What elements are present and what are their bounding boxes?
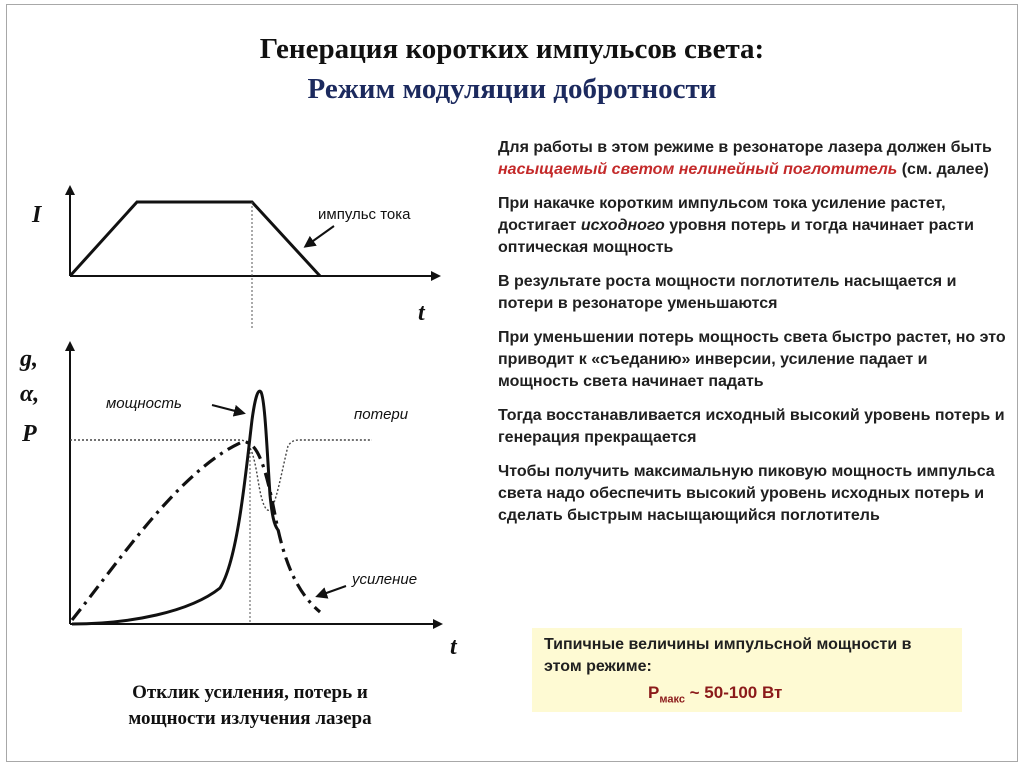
current-pulse-curve bbox=[70, 202, 320, 276]
peak-power-subscript: макс bbox=[659, 693, 685, 706]
bottom-y-label-alpha: α, bbox=[20, 381, 40, 407]
power-curve bbox=[72, 391, 278, 624]
bullet-2-text-a: При накачке коротким импульсом тока усиление растет, достигает bbox=[498, 195, 946, 234]
top-x-label: t bbox=[418, 300, 425, 326]
loss-curve bbox=[70, 440, 372, 510]
bullet-1 bbox=[498, 137, 1008, 181]
bullet-3: В результате роста мощности поглотитель насыщается и потери в резонаторе уменьшаются bbox=[498, 273, 957, 312]
power-label: мощность bbox=[106, 395, 182, 412]
bottom-x-label: t bbox=[450, 634, 457, 660]
current-pulse-label: импульс тока bbox=[318, 206, 411, 223]
peak-power-symbol: P bbox=[648, 683, 660, 702]
bullet-5: Тогда восстанавливается исходный высокий уровень потерь и генерация прекращается bbox=[498, 407, 1005, 446]
diagram-caption bbox=[70, 680, 430, 732]
bullet-4: При уменьшении потерь мощность света быстро растет, но это приводит к «съеданию» инверсии, усиление падает и мощность света начинает падать bbox=[498, 329, 1006, 390]
title-line-2: Режим модуляции добротности bbox=[307, 73, 717, 105]
peak-power-range: ~ 50-100 Вт bbox=[684, 683, 783, 702]
bullet-1-text-b: (см. далее) bbox=[897, 161, 989, 178]
peak-power-value bbox=[648, 682, 950, 710]
top-y-label: I bbox=[32, 202, 42, 228]
typical-values-text: Типичные величины импульсной мощности в этом режиме: bbox=[544, 636, 912, 675]
bullet-1-text-a: Для работы в этом режиме в резонаторе лазера должен быть bbox=[498, 139, 992, 156]
bullet-6: Чтобы получить максимальную пиковую мощность импульса света надо обеспечить высокий уровень исходных потерь и сделать быстрым насыщающийся поглотитель bbox=[498, 463, 995, 524]
caption-line-1: Отклик усиления, потерь и bbox=[132, 682, 368, 703]
bottom-y-label-p: P bbox=[22, 421, 37, 447]
explanation-text bbox=[498, 137, 1008, 539]
loss-label: потери bbox=[354, 406, 409, 423]
caption-line-2: мощности излучения лазера bbox=[128, 708, 372, 729]
bullet-2 bbox=[498, 193, 1008, 259]
power-arrow bbox=[212, 405, 243, 413]
gain-label: усиление bbox=[352, 571, 418, 588]
gain-arrow bbox=[318, 586, 346, 596]
gain-curve bbox=[72, 442, 320, 620]
bullet-2-italic: исходного bbox=[580, 217, 665, 234]
bullet-1-highlight: насыщаемый светом нелинейный поглотитель bbox=[498, 161, 898, 178]
title-line-1: Генерация коротких импульсов света: bbox=[259, 33, 765, 65]
bullet-2-text-b: уровня потерь и тогда начинает расти оптическая мощность bbox=[498, 217, 974, 256]
current-pulse-arrow bbox=[306, 226, 334, 246]
bottom-y-label-g: g, bbox=[20, 346, 38, 372]
typical-values-box bbox=[532, 628, 962, 712]
